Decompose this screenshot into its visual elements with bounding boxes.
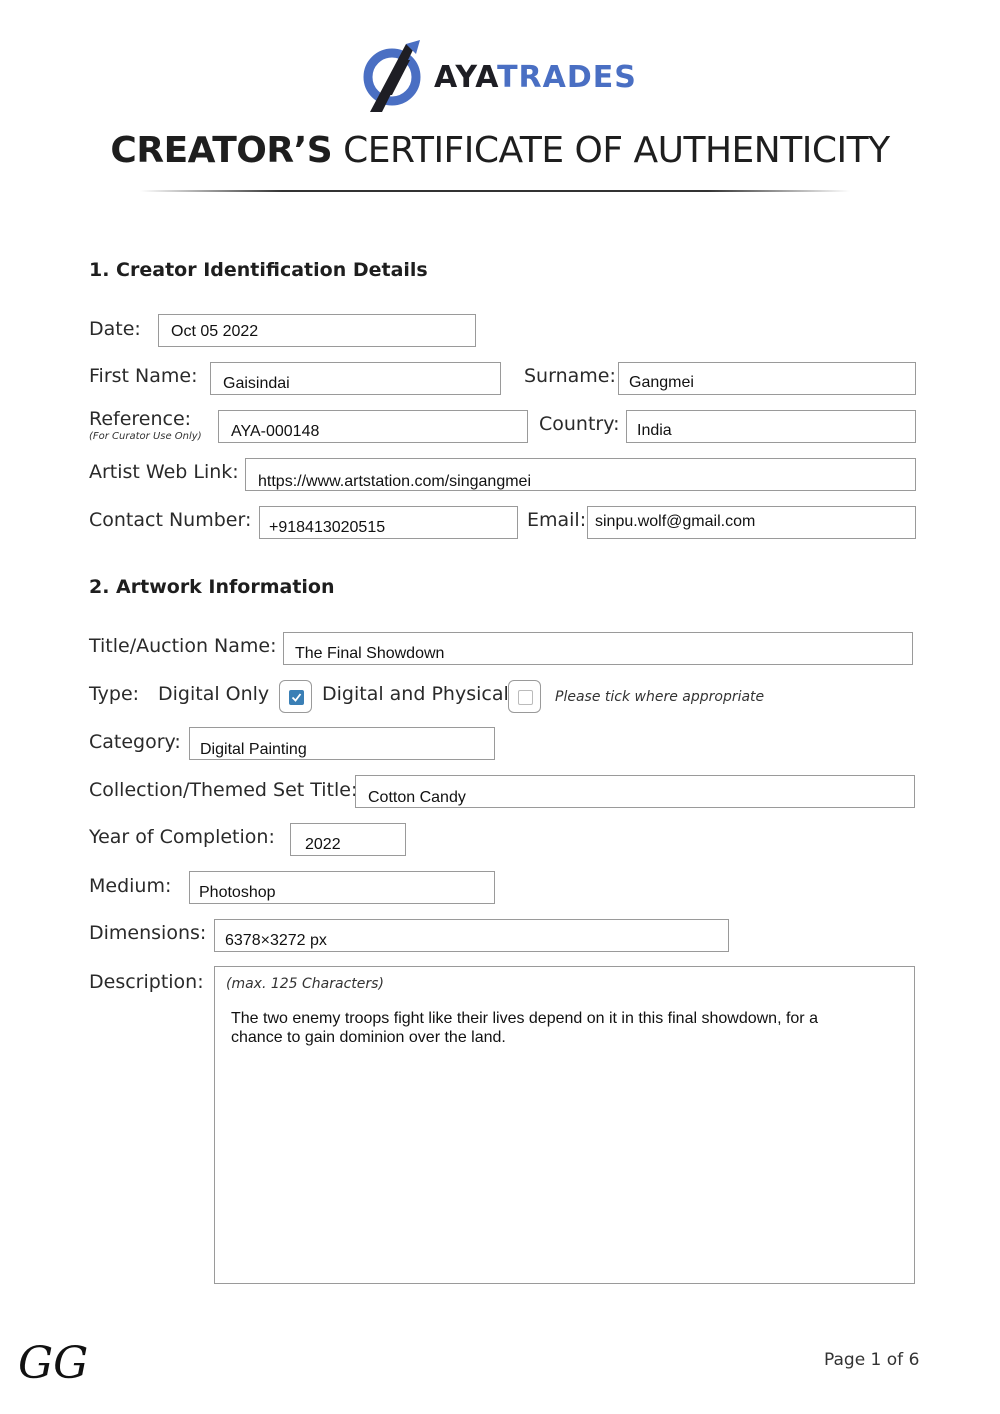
- digital-and-physical-checkbox[interactable]: [508, 680, 541, 713]
- type-digital-physical-label: Digital and Physical: [322, 683, 509, 705]
- logo-wordmark: [434, 60, 637, 95]
- dimensions-label: Dimensions:: [89, 922, 207, 944]
- page-number: Page 1 of 6: [824, 1350, 920, 1370]
- category-label: Category:: [89, 731, 181, 753]
- certificate-title: [0, 130, 1000, 171]
- country-label: Country:: [539, 413, 620, 435]
- ayatrades-logo: [362, 40, 642, 118]
- digital-only-checkbox[interactable]: [279, 680, 312, 713]
- first-name-label: First Name:: [89, 365, 198, 387]
- checkmark-icon: [289, 690, 304, 705]
- year-of-completion-field[interactable]: 2022: [290, 823, 406, 856]
- description-field[interactable]: [214, 966, 915, 1284]
- category-field[interactable]: Digital Painting: [189, 727, 495, 760]
- web-link-label: Artist Web Link:: [89, 461, 239, 483]
- description-hint: (max. 125 Characters): [226, 976, 384, 992]
- certificate-title-bold: CREATOR’S: [110, 130, 333, 171]
- year-of-completion-label: Year of Completion:: [89, 826, 275, 848]
- first-name-field[interactable]: Gaisindai: [210, 362, 501, 395]
- section2-heading: 2. Artwork Information: [89, 576, 335, 598]
- logo-wordmark-trades: TRADES: [497, 60, 637, 95]
- title-auction-name-field[interactable]: The Final Showdown: [283, 632, 913, 665]
- type-label: Type:: [89, 683, 140, 705]
- date-field[interactable]: Oct 05 2022: [158, 314, 476, 347]
- dimensions-field[interactable]: 6378×3272 px: [214, 919, 729, 952]
- medium-field[interactable]: Photoshop: [189, 871, 495, 904]
- description-text: The two enemy troops fight like their lives depend on it in this final showdown, for a chance to gain dominion over the land.: [231, 1010, 818, 1046]
- empty-checkbox-icon: [518, 690, 533, 705]
- email-label: Email:: [527, 509, 587, 531]
- date-label: Date:: [89, 318, 141, 340]
- collection-label: Collection/Themed Set Title:: [89, 779, 358, 801]
- section1-heading: 1. Creator Identification Details: [89, 259, 428, 281]
- title-divider: [140, 190, 850, 192]
- description-label: Description:: [89, 971, 204, 993]
- medium-label: Medium:: [89, 875, 172, 897]
- reference-label: Reference:: [89, 408, 192, 430]
- ayatrades-logo-mark-icon: [362, 40, 424, 118]
- type-note: Please tick where appropriate: [555, 689, 765, 705]
- contact-number-label: Contact Number:: [89, 509, 252, 531]
- title-auction-name-label: Title/Auction Name:: [89, 635, 277, 657]
- surname-field[interactable]: Gangmei: [618, 362, 916, 395]
- type-digital-only-label: Digital Only: [158, 683, 270, 705]
- web-link-field[interactable]: https://www.artstation.com/singangmei: [245, 458, 916, 491]
- email-field[interactable]: sinpu.wolf@gmail.com: [587, 506, 916, 539]
- country-field[interactable]: India: [626, 410, 916, 443]
- collection-field[interactable]: Cotton Candy: [355, 775, 915, 808]
- surname-label: Surname:: [524, 365, 616, 387]
- certificate-title-light: CERTIFICATE OF AUTHENTICITY: [343, 130, 890, 171]
- logo-wordmark-aya: AYA: [434, 60, 498, 95]
- reference-sublabel: (For Curator Use Only): [89, 431, 202, 442]
- signature: GG: [18, 1338, 89, 1389]
- reference-field[interactable]: AYA-000148: [218, 410, 528, 443]
- contact-number-field[interactable]: +918413020515: [259, 506, 518, 539]
